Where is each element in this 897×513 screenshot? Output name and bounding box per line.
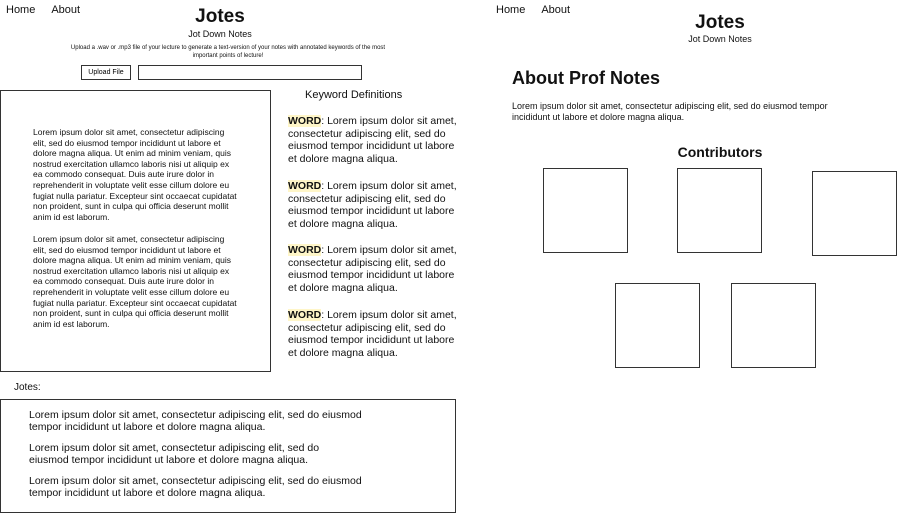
jote-item: Lorem ipsum dolor sit amet, consectetur adipiscing elit, sed do eiusmod tempor incididunt ut labore et dolore magna aliqua. (29, 409, 362, 433)
nav-about-link[interactable]: About (541, 4, 571, 16)
keyword-definition: : Lorem ipsum dolor sit amet, consectetur adipiscing elit, sed do eiusmod tempor incididunt ut labore et dolore magna aliqua. (288, 180, 457, 230)
right-nav (496, 0, 586, 18)
upload-description: Upload a .wav or .mp3 file of your lecture to generate a text-version of your notes with annotated keywords of the most important points of lecture! (70, 45, 386, 59)
contributor-card (677, 168, 762, 253)
nav-home-link[interactable]: Home (496, 4, 526, 16)
keyword-item (288, 244, 466, 294)
keyword-definitions-heading: Keyword Definitions (305, 89, 403, 101)
left-app-title: Jotes (195, 6, 245, 27)
keyword-term: WORD (288, 115, 322, 127)
jotes-list (29, 409, 379, 508)
contributor-card (731, 283, 816, 368)
right-app-subtitle: Jot Down Notes (688, 34, 752, 44)
transcript-paragraph-2: Lorem ipsum dolor sit amet, consectetur adipiscing elit, sed do eiusmod tempor incididunt ut labore et dolore magna aliqua. Ut enim ad minim veniam, quis nostrud exercitation ullamco laboris nisi ut aliquip ex ea commodo consequat. Duis aute irure dolor in reprehenderit in voluptate velit esse cillum dolore eu fugiat nulla pariatur. Excepteur sint occaecat cupidatat non proident, sunt in culpa qui officia deserunt mollit anim id est laborum. (33, 234, 237, 329)
upload-file-path-input[interactable] (138, 65, 362, 80)
jote-item: Lorem ipsum dolor sit amet, consectetur adipiscing elit, sed do eiusmod tempor incididunt ut labore et dolore magna aliqua. (29, 475, 362, 499)
about-heading: About Prof Notes (512, 68, 660, 88)
jotes-label: Jotes: (14, 382, 41, 393)
keyword-item (288, 115, 466, 165)
keyword-item (288, 180, 466, 230)
jote-item: Lorem ipsum dolor sit amet, consectetur adipiscing elit, sed do eiusmod tempor incididunt ut labore et dolore magna aliqua. (29, 442, 320, 466)
nav-about-link[interactable]: About (51, 4, 81, 16)
contributor-card (812, 171, 897, 256)
contributor-card (543, 168, 628, 253)
nav-home-link[interactable]: Home (6, 4, 36, 16)
transcript-paragraph-1: Lorem ipsum dolor sit amet, consectetur adipiscing elit, sed do eiusmod tempor incididunt ut labore et dolore magna aliqua. Ut enim ad minim veniam, quis nostrud exercitation ullamco laboris nisi ut aliquip ex ea commodo consequat. Duis aute irure dolor in reprehenderit in voluptate velit esse cillum dolore eu fugiat nulla pariatur. Excepteur sint occaecat cupidatat non proident, sunt in culpa qui officia deserunt mollit anim id est laborum. (33, 127, 237, 222)
left-app-subtitle: Jot Down Notes (188, 29, 252, 39)
right-app-title: Jotes (695, 12, 745, 33)
keyword-term: WORD (288, 180, 322, 192)
keyword-item (288, 309, 466, 359)
keyword-term: WORD (288, 244, 322, 256)
keyword-term: WORD (288, 309, 322, 321)
keyword-definition: : Lorem ipsum dolor sit amet, consectetur adipiscing elit, sed do eiusmod tempor incididunt ut labore et dolore magna aliqua. (288, 115, 457, 165)
transcript-box[interactable] (0, 90, 271, 372)
contributors-heading: Contributors (677, 144, 763, 160)
upload-file-button[interactable]: Upload File (81, 65, 131, 80)
contributor-card (615, 283, 700, 368)
keyword-definition: : Lorem ipsum dolor sit amet, consectetur adipiscing elit, sed do eiusmod tempor incididunt ut labore et dolore magna aliqua. (288, 309, 457, 359)
about-text: Lorem ipsum dolor sit amet, consectetur adipiscing elit, sed do eiusmod tempor incididunt ut labore et dolore magna aliqua. (512, 101, 828, 122)
left-nav (6, 0, 96, 18)
jotes-box[interactable] (0, 399, 456, 513)
keyword-definition: : Lorem ipsum dolor sit amet, consectetur adipiscing elit, sed do eiusmod tempor incididunt ut labore et dolore magna aliqua. (288, 244, 457, 294)
